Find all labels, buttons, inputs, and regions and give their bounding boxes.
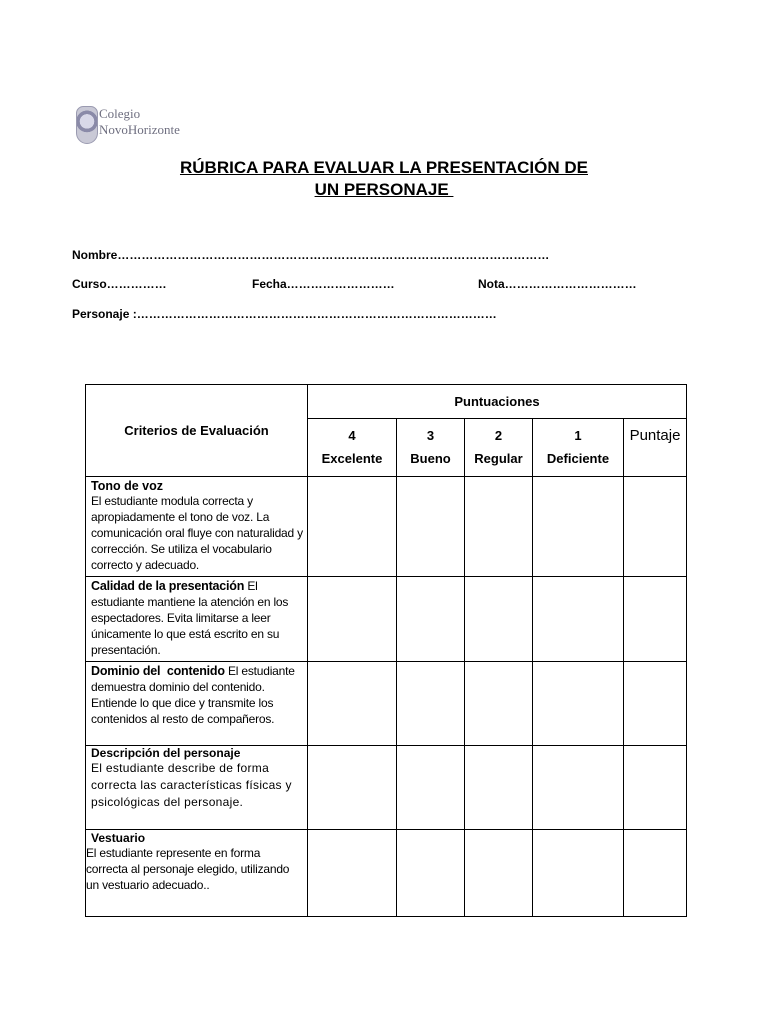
score-number: 4: [348, 428, 356, 443]
criterion-title: Vestuario: [91, 831, 146, 845]
criterion-description: El estudiante represente en forma correcta al personaje elegido, utilizando un vestuario adecuado..: [86, 846, 290, 892]
puntaje-cell[interactable]: [624, 577, 687, 662]
criterion-cell: [86, 830, 308, 917]
score-header-3: [397, 419, 465, 477]
score-cell[interactable]: [533, 746, 624, 830]
fecha-field[interactable]: Fecha………………………: [252, 277, 395, 291]
school-logo: [72, 100, 180, 150]
criterion-row: [86, 830, 687, 917]
score-cell[interactable]: [397, 830, 465, 917]
logo-text: [99, 106, 180, 138]
puntaje-header: Puntaje: [629, 427, 681, 444]
score-cell[interactable]: [465, 830, 533, 917]
criterion-cell: [86, 577, 308, 662]
criterion-description: El estudiante describe de forma correcta las características físicas y psicológicas del personaje.: [91, 761, 292, 809]
score-number: 1: [574, 428, 582, 443]
score-header-2: [465, 419, 533, 477]
document-title-line-1: RÚBRICA PARA EVALUAR LA PRESENTACIÓN DE: [179, 158, 588, 177]
score-label: Excelente: [321, 451, 383, 466]
score-cell[interactable]: [397, 477, 465, 577]
nota-field[interactable]: Nota……………………………: [478, 277, 637, 291]
criterion-row: [86, 577, 687, 662]
criterion-description: El estudiante mantiene la atención en los espectadores. Evita limitarse a leer únicamente lo que está escrito en su presentación.: [91, 579, 289, 657]
criterion-row: [86, 477, 687, 577]
curso-field[interactable]: Curso……………: [72, 277, 167, 291]
puntaje-cell[interactable]: [624, 746, 687, 830]
criterion-row: [86, 662, 687, 746]
score-cell[interactable]: [465, 746, 533, 830]
score-cell[interactable]: [308, 477, 397, 577]
score-cell[interactable]: [397, 577, 465, 662]
puntuaciones-header: Puntuaciones: [454, 394, 540, 409]
score-cell[interactable]: [465, 477, 533, 577]
puntaje-cell[interactable]: [624, 662, 687, 746]
score-cell[interactable]: [533, 577, 624, 662]
score-cell[interactable]: [533, 830, 624, 917]
criterion-title: Tono de voz: [91, 479, 163, 493]
score-label: Deficiente: [546, 451, 610, 466]
puntaje-cell[interactable]: [624, 830, 687, 917]
criterion-row: [86, 746, 687, 830]
criterion-description: El estudiante demuestra dominio del contenido. Entiende lo que dice y transmite los contenidos al resto de compañeros.: [91, 664, 295, 726]
criterion-cell: [86, 746, 308, 830]
criterion-text: [91, 663, 304, 727]
criterios-header: Criterios de Evaluación: [124, 423, 269, 438]
score-cell[interactable]: [465, 577, 533, 662]
score-cell[interactable]: [397, 662, 465, 746]
score-cell[interactable]: [308, 830, 397, 917]
personaje-field[interactable]: Personaje :………………………………………………………………………………: [72, 307, 497, 321]
header-row-1: [86, 385, 687, 419]
criterion-title: Descripción del personaje: [91, 746, 241, 760]
score-number: 2: [494, 428, 503, 443]
score-cell[interactable]: [308, 746, 397, 830]
criterion-title: Calidad de la presentación: [91, 579, 245, 593]
puntaje-header-cell: [624, 419, 687, 477]
rubric-table: [85, 384, 687, 917]
logo-line-1: Colegio: [99, 106, 141, 121]
score-cell[interactable]: [465, 662, 533, 746]
criterion-cell: [86, 477, 308, 577]
score-cell[interactable]: [533, 662, 624, 746]
criterion-description: El estudiante modula correcta y apropiadamente el tono de voz. La comunicación oral fluye con naturalidad y corrección. Se utiliza el vocabulario correcto y adecuado.: [91, 494, 303, 572]
score-cell[interactable]: [308, 577, 397, 662]
score-cell[interactable]: [308, 662, 397, 746]
criterios-header-cell: [86, 385, 308, 477]
score-label: Bueno: [410, 451, 451, 466]
criterion-title: Dominio del contenido: [91, 664, 225, 678]
score-cell[interactable]: [533, 477, 624, 577]
score-number: 3: [426, 428, 435, 443]
score-label: Regular: [474, 451, 523, 466]
nombre-field[interactable]: Nombre………………………………………………………………………………………………: [72, 248, 550, 262]
score-header-1: [533, 419, 624, 477]
school-seal-icon: [76, 106, 98, 144]
score-cell[interactable]: [397, 746, 465, 830]
puntuaciones-header-cell: [308, 385, 687, 419]
logo-line-2: NovoHorizonte: [99, 122, 180, 137]
puntaje-cell[interactable]: [624, 477, 687, 577]
criterion-text: [91, 578, 304, 658]
score-header-4: [308, 419, 397, 477]
document-title-line-2: UN PERSONAJE: [314, 180, 454, 199]
criterion-cell: [86, 662, 308, 746]
